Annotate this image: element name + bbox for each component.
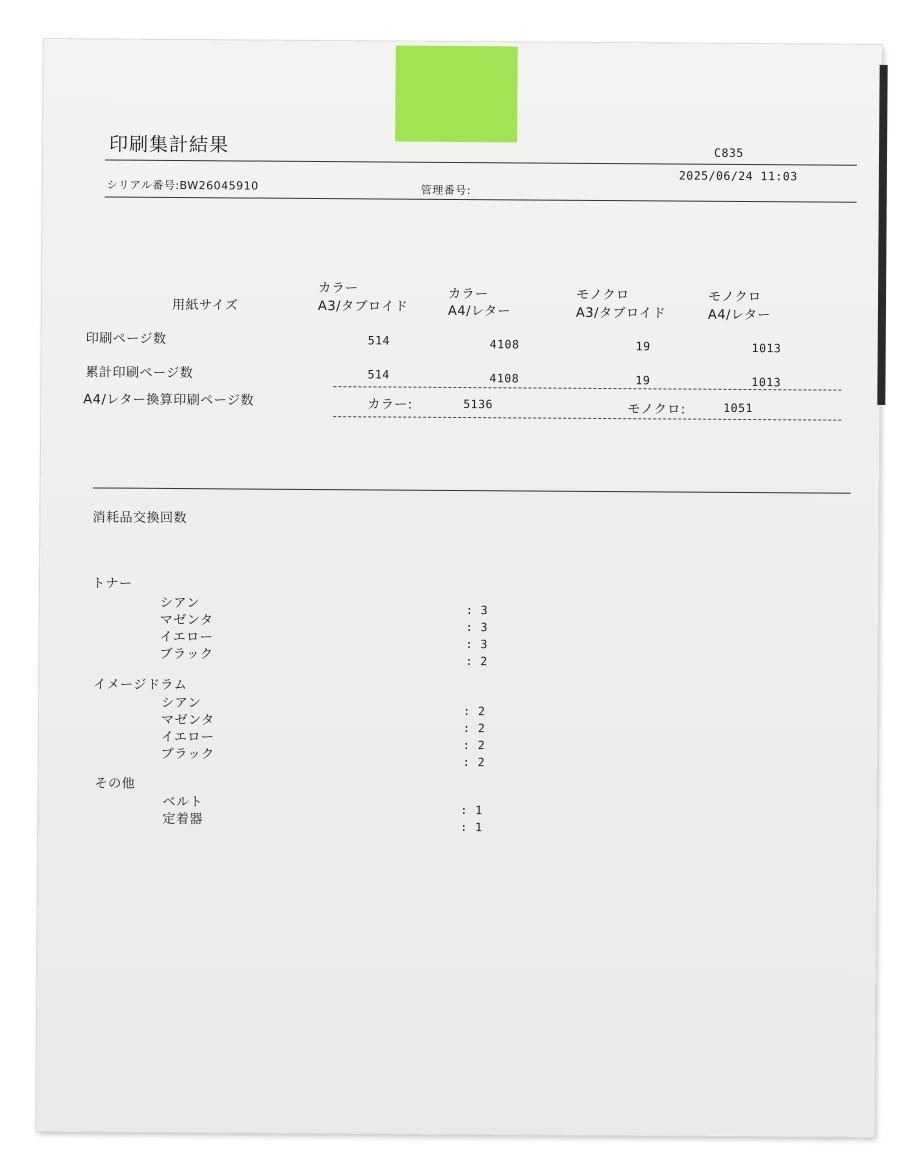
cell-value: 514	[367, 333, 391, 348]
printed-report-sheet	[36, 39, 882, 1137]
header-rule-bottom	[105, 197, 857, 203]
column-header-line1: モノクロ	[707, 289, 762, 306]
cell-value: 1013	[751, 375, 782, 390]
column-header-line2: A4/レター	[707, 307, 771, 324]
header-rule-top	[105, 160, 857, 166]
item-value: : 3	[465, 603, 489, 618]
item-label: シアン	[159, 595, 200, 612]
item-value: : 1	[460, 803, 483, 818]
row-label: 印刷ページ数	[85, 331, 167, 347]
model-name: C835	[713, 145, 744, 160]
serial-number: シリアル番号:BW26045910	[106, 178, 259, 193]
report-title: 印刷集計結果	[109, 133, 230, 157]
item-value: : 3	[465, 620, 489, 635]
item-label: イエロー	[160, 729, 215, 746]
item-label: ベルト	[162, 794, 204, 811]
item-label: 定着器	[162, 811, 203, 828]
paper-size-label: 用紙サイズ	[171, 297, 239, 314]
report-datetime: 2025/06/24 11:03	[678, 168, 798, 184]
cell-value: 514	[367, 367, 390, 382]
group-name: イメージドラム	[93, 677, 188, 694]
a4-color-label: カラー:	[367, 397, 413, 413]
group-name: その他	[94, 776, 136, 792]
row-label: 累計印刷ページ数	[85, 365, 194, 382]
consumables-title: 消耗品交換回数	[92, 510, 188, 527]
item-label: シアン	[161, 695, 202, 712]
item-label: ブラック	[160, 746, 215, 763]
item-value: : 2	[462, 738, 486, 753]
a4-color-value: 5136	[463, 397, 494, 412]
item-value: : 3	[465, 637, 488, 652]
management-number: 管理番号:	[420, 183, 472, 198]
item-value: : 1	[460, 820, 483, 835]
column-header-line1: カラー	[318, 281, 359, 297]
section-divider	[93, 487, 851, 493]
dashed-rule-bottom	[333, 416, 841, 421]
item-label: ブラック	[159, 646, 214, 663]
cell-value: 19	[635, 373, 651, 388]
column-header-line2: A3/タブロイド	[575, 305, 667, 322]
item-label: マゼンタ	[159, 612, 214, 629]
row-label: A4/レター換算印刷ページ数	[83, 392, 255, 409]
cell-value: 19	[635, 339, 651, 354]
item-value: : 2	[462, 755, 486, 770]
item-value: : 2	[463, 704, 486, 719]
a4-mono-label: モノクロ:	[627, 402, 686, 418]
paper-edge-shadow	[877, 65, 887, 405]
column-header-line1: モノクロ	[575, 287, 630, 304]
item-label: イエロー	[159, 629, 214, 646]
item-value: : 2	[465, 654, 488, 669]
item-label: マゼンタ	[161, 712, 215, 729]
item-value: : 2	[462, 721, 486, 736]
column-header-line1: カラー	[447, 286, 489, 303]
a4-mono-value: 1051	[723, 400, 754, 416]
cell-value: 1013	[751, 341, 782, 356]
column-header-line2: A3/タブロイド	[317, 299, 409, 315]
green-tape	[395, 46, 518, 143]
cell-value: 4108	[489, 371, 520, 386]
cell-value: 4108	[489, 337, 520, 352]
column-header-line2: A4/レター	[447, 303, 512, 320]
group-name: トナー	[91, 576, 133, 592]
